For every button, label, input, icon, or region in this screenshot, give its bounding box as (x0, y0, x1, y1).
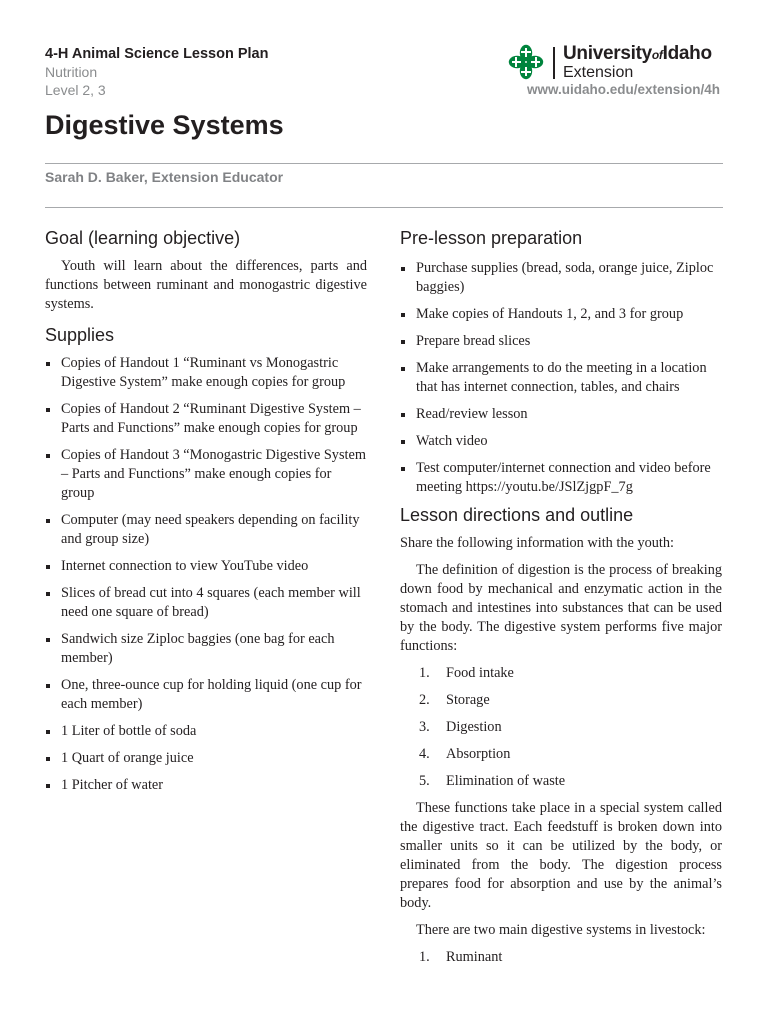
function-label: Food intake (446, 665, 514, 681)
bullet-marker (46, 519, 50, 523)
prelesson-text: Make arrangements to do the meeting in a location that has internet connection, tables, and chairs (416, 360, 707, 395)
supply-text: 1 Pitcher of water (61, 777, 164, 793)
systems-list (400, 948, 722, 967)
prelesson-text: Prepare bread slices (416, 333, 531, 349)
function-item (400, 745, 722, 764)
supply-item (45, 749, 367, 768)
prelesson-item (400, 405, 722, 424)
prelesson-item (400, 259, 722, 297)
bullet-marker (46, 408, 50, 412)
prelesson-text: Test computer/internet connection and video before meeting https://youtu.be/JSlZjgpF_7g (416, 460, 711, 495)
supply-text: Sandwich size Ziploc baggies (one bag for each member) (61, 631, 335, 666)
prelesson-text: Purchase supplies (bread, soda, orange juice, Ziploc baggies) (416, 260, 714, 295)
bullet-marker (46, 757, 50, 761)
bullet-marker (401, 440, 405, 444)
series-title: 4-H Animal Science Lesson Plan (45, 46, 269, 62)
system-number: 1. (419, 949, 430, 965)
university-name (563, 43, 712, 65)
prelesson-item (400, 332, 722, 351)
digestion-definition: The definition of digestion is the process of breaking down food by mechanical and enzymatic action in the stomach and intestines into substances that can be used by the body. The digestive system performs five major functions: (400, 562, 722, 654)
supplies-heading: Supplies (45, 325, 115, 345)
function-item (400, 664, 722, 683)
supply-item (45, 400, 367, 438)
bullet-marker (46, 565, 50, 569)
author-line: Sarah D. Baker, Extension Educator (45, 169, 284, 185)
supply-item (45, 511, 367, 549)
bullet-marker (46, 454, 50, 458)
extension-label: Extension (563, 64, 634, 81)
supply-item (45, 354, 367, 392)
system-label: Ruminant (446, 949, 503, 965)
function-item (400, 691, 722, 710)
prelesson-item (400, 359, 722, 397)
supply-item (45, 584, 367, 622)
bullet-marker (401, 413, 405, 417)
bullet-marker (46, 592, 50, 596)
function-label: Storage (446, 692, 490, 708)
supply-text: 1 Liter of bottle of soda (61, 723, 197, 739)
directions-heading: Lesson directions and outline (400, 505, 634, 525)
directions-intro: Share the following information with the youth: (400, 535, 674, 551)
supply-item (45, 630, 367, 668)
four-h-clover-icon (508, 44, 544, 80)
supply-text: Internet connection to view YouTube video (61, 558, 309, 574)
bullet-marker (401, 267, 405, 271)
document-title: Digestive Systems (45, 110, 284, 140)
bullet-marker (401, 467, 405, 471)
prelesson-text: Watch video (416, 433, 488, 449)
title-divider (45, 163, 723, 164)
bullet-marker (46, 638, 50, 642)
goal-text: Youth will learn about the differences, parts and functions between ruminant and monogastric digestive systems. (45, 258, 367, 312)
goal-heading: Goal (learning objective) (45, 228, 241, 248)
function-number: 5. (419, 773, 430, 789)
level-label: Level 2, 3 (45, 82, 106, 98)
supply-item (45, 676, 367, 714)
supply-text: One, three-ounce cup for holding liquid (one cup for each member) (61, 677, 362, 712)
left-column (45, 228, 367, 803)
logo-word-of: of (651, 48, 663, 62)
functions-list (400, 664, 722, 791)
supply-text: Computer (may need speakers depending on facility and group size) (61, 512, 360, 547)
bullet-marker (401, 313, 405, 317)
bullet-marker (46, 730, 50, 734)
supply-text: Copies of Handout 1 “Ruminant vs Monogastric Digestive System” make enough copies for group (61, 355, 346, 390)
logo-word-university: University (563, 43, 652, 64)
prelesson-text: Make copies of Handouts 1, 2, and 3 for group (416, 306, 684, 322)
bullet-marker (46, 684, 50, 688)
supply-text: 1 Quart of orange juice (61, 750, 194, 766)
supply-item (45, 446, 367, 503)
function-number: 4. (419, 746, 430, 762)
logo-word-idaho: Idaho (662, 43, 712, 64)
subject-label: Nutrition (45, 64, 98, 80)
function-number: 3. (419, 719, 430, 735)
prelesson-heading: Pre-lesson preparation (400, 228, 583, 248)
bullet-marker (46, 784, 50, 788)
function-label: Elimination of waste (446, 773, 566, 789)
bullet-marker (46, 362, 50, 366)
function-label: Digestion (446, 719, 502, 735)
author-divider (45, 207, 723, 208)
prelesson-item (400, 432, 722, 451)
supplies-list (45, 354, 367, 795)
supply-item (45, 776, 367, 795)
supply-item (45, 722, 367, 741)
prelesson-item (400, 459, 722, 497)
header-info (45, 45, 268, 99)
system-item (400, 948, 722, 967)
logo-divider (553, 47, 555, 79)
systems-intro: There are two main digestive systems in livestock: (416, 922, 706, 938)
prelesson-text: Read/review lesson (416, 406, 528, 422)
function-number: 2. (419, 692, 430, 708)
bullet-marker (401, 367, 405, 371)
extension-url[interactable]: www.uidaho.edu/extension/4h (526, 82, 720, 97)
prelesson-item (400, 305, 722, 324)
supply-item (45, 557, 367, 576)
bullet-marker (401, 340, 405, 344)
supply-text: Copies of Handout 2 “Ruminant Digestive System – Parts and Functions” make enough copies for group (61, 401, 361, 436)
digestive-tract-text: These functions take place in a special system called the digestive tract. Each feedstuff is broken down into smaller units so it can be utilized by the body, or eliminated from the body. The digestion process prepares food for absorption and use by the animal’s body. (400, 800, 722, 911)
function-item (400, 772, 722, 791)
university-logo (508, 44, 723, 84)
function-label: Absorption (446, 746, 511, 762)
function-number: 1. (419, 665, 430, 681)
supply-text: Copies of Handout 3 “Monogastric Digestive System – Parts and Functions” make enough copies for group (61, 447, 366, 501)
supply-text: Slices of bread cut into 4 squares (each member will need one square of bread) (61, 585, 361, 620)
right-column (400, 228, 722, 975)
function-item (400, 718, 722, 737)
prelesson-list (400, 259, 722, 497)
